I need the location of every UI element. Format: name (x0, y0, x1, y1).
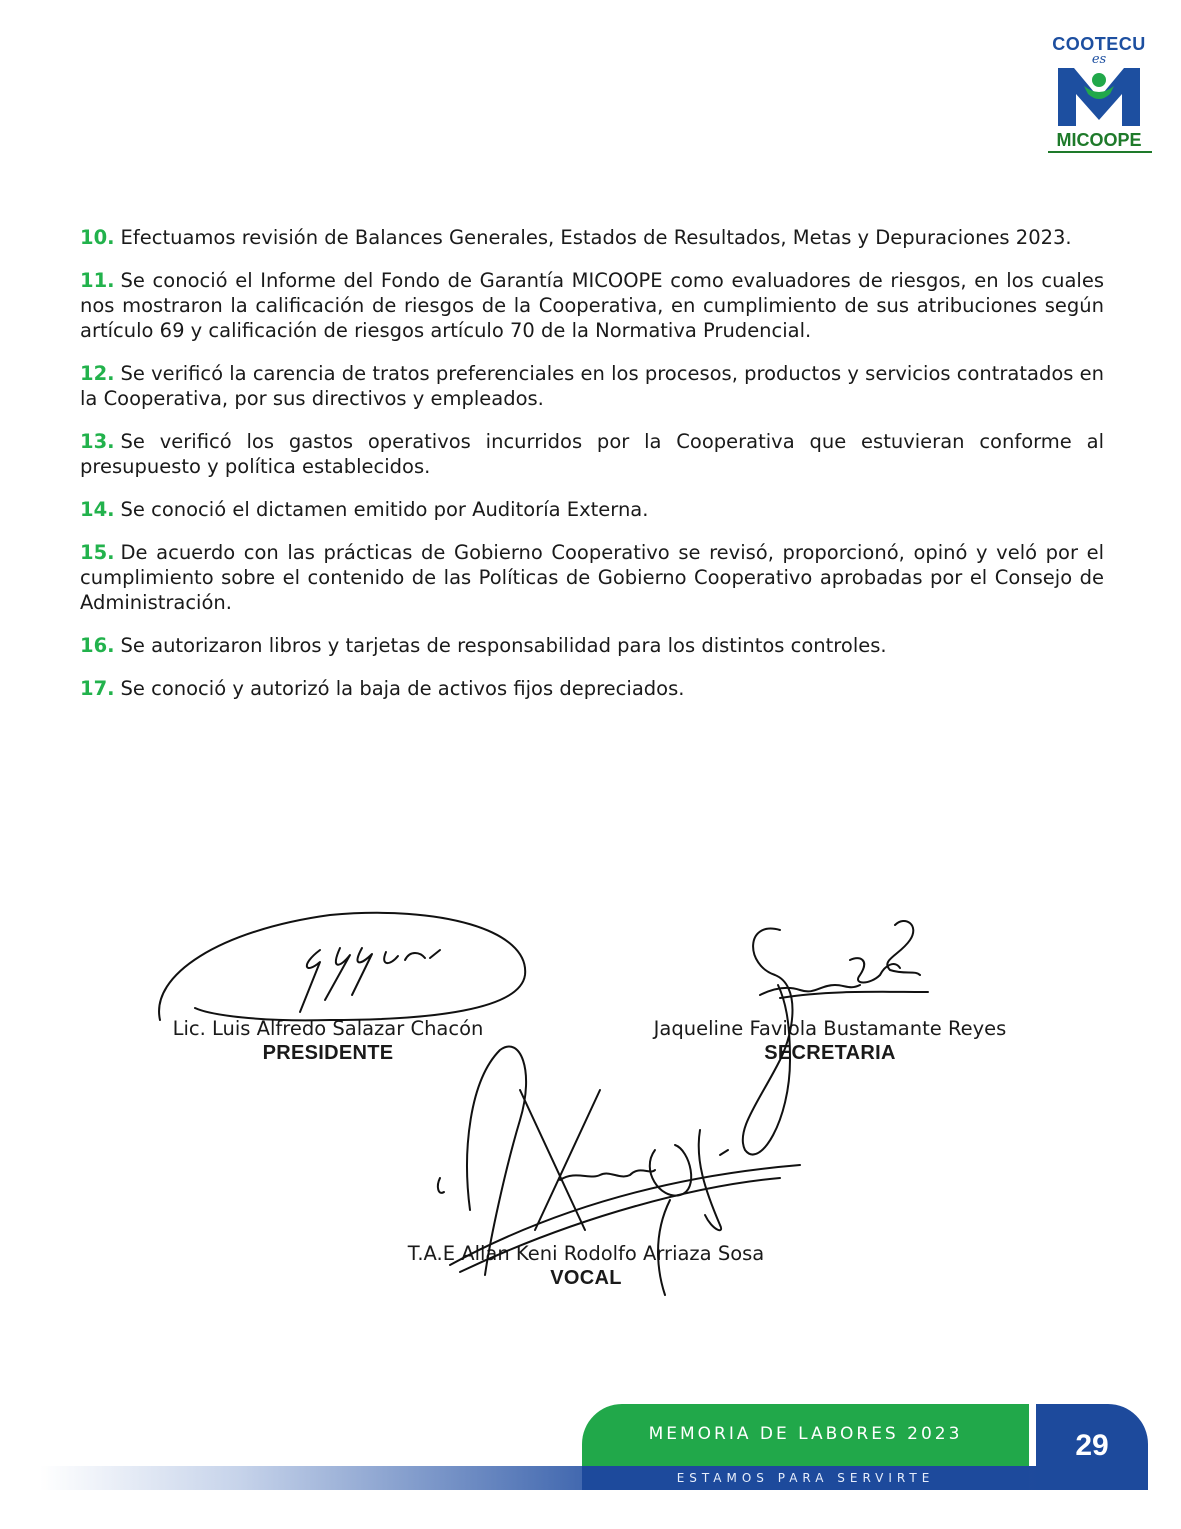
activity-list (80, 225, 1104, 719)
item-text: Se autorizaron libros y tarjetas de responsabilidad para los distintos controles. (120, 634, 887, 657)
cootecu-micoope-logo (1040, 30, 1158, 154)
list-item (80, 676, 1104, 701)
item-text: Se verificó los gastos operativos incurridos por la Cooperativa que estuvieran conforme al presupuesto y política establecidos. (80, 430, 1104, 478)
signer-role: PRESIDENTE (262, 1042, 394, 1064)
item-text: Se conoció el Informe del Fondo de Garantía MICOOPE como evaluadores de riesgos, en los cuales nos mostraron la calificación de riesgos de la Cooperativa, en cumplimiento de sus atribuciones según artículo 69 y calificación de riesgos artículo 70 de la Normativa Prudencial. (80, 269, 1104, 342)
signer-secretaria (625, 1017, 1035, 1065)
item-number: 17. (80, 677, 115, 700)
item-number: 12. (80, 362, 115, 385)
logo-underline (1048, 151, 1152, 153)
list-item (80, 268, 1104, 343)
signer-name: Jaqueline Faviola Bustamante Reyes (653, 1017, 1007, 1040)
page-number-box (1036, 1404, 1148, 1490)
item-text: Se conoció el dictamen emitido por Auditoría Externa. (120, 498, 649, 521)
signer-name: Lic. Luis Alfredo Salazar Chacón (172, 1017, 484, 1040)
signature-presidente (159, 913, 525, 1021)
item-number: 13. (80, 430, 115, 453)
footer-title-tab (582, 1404, 1029, 1466)
list-item (80, 225, 1104, 250)
signer-name: T.A.E Allan Keni Rodolfo Arriaza Sosa (407, 1242, 765, 1265)
signer-presidente (150, 1017, 506, 1065)
item-text: Efectuamos revisión de Balances Generales, Estados de Resultados, Metas y Depuraciones 2023. (120, 226, 1072, 249)
logo-es-text: es (1091, 52, 1107, 67)
signer-vocal (380, 1242, 792, 1290)
signer-role: VOCAL (550, 1267, 622, 1289)
signer-role: SECRETARIA (764, 1042, 896, 1064)
item-text: Se verificó la carencia de tratos preferenciales en los procesos, productos y servicios contratados en la Cooperativa, por sus directivos y empleados. (80, 362, 1104, 410)
item-number: 11. (80, 269, 115, 292)
page-number: 29 (1075, 1429, 1109, 1462)
item-number: 16. (80, 634, 115, 657)
list-item (80, 429, 1104, 479)
item-text: De acuerdo con las prácticas de Gobierno Cooperativo se revisó, proporcionó, opinó y veló por el cumplimiento sobre el contenido de las Políticas de Gobierno Cooperativo aprobadas por el Consejo de Administración. (80, 541, 1104, 614)
list-item (80, 497, 1104, 522)
list-item (80, 361, 1104, 411)
footer-tagline: ESTAMOS PARA SERVIRTE (676, 1471, 935, 1485)
logo-cootecu-text: COOTECU (1052, 34, 1146, 54)
item-number: 14. (80, 498, 115, 521)
logo-micoope-text: MICOOPE (1056, 130, 1142, 150)
item-number: 15. (80, 541, 115, 564)
list-item (80, 540, 1104, 615)
list-item (80, 633, 1104, 658)
footer-tagline-strip (582, 1466, 1029, 1490)
logo-m-icon (1054, 64, 1144, 128)
item-text: Se conoció y autorizó la baja de activos fijos depreciados. (120, 677, 685, 700)
footer-title: MEMORIA DE LABORES 2023 (648, 1424, 963, 1444)
item-number: 10. (80, 226, 115, 249)
